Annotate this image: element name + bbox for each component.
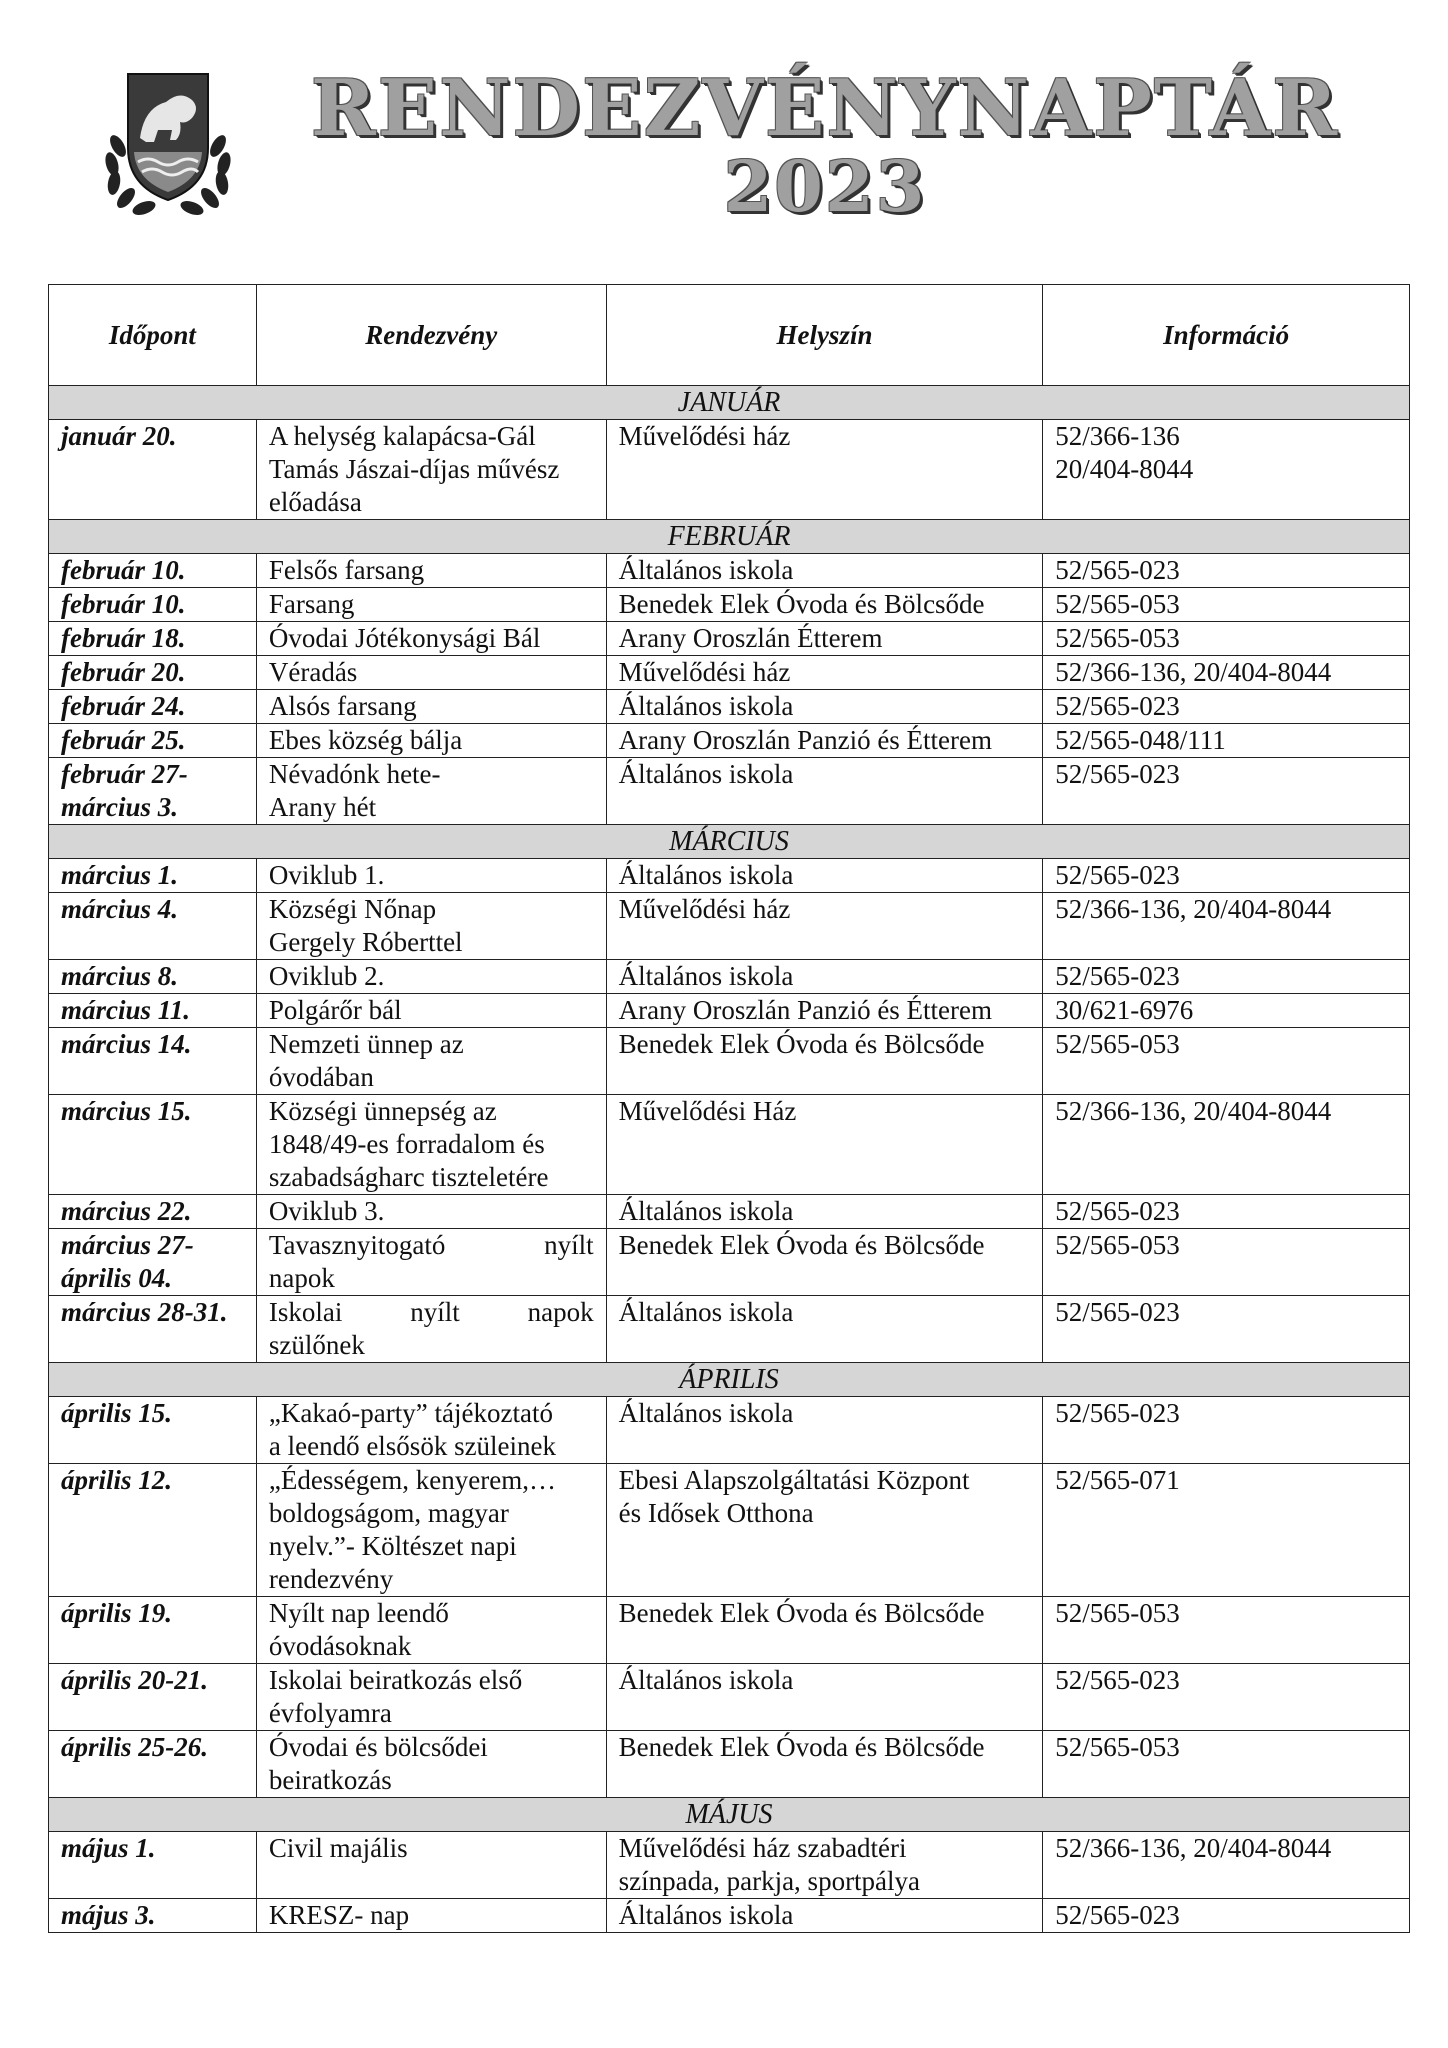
event-info-line: 52/565-071	[1055, 1465, 1180, 1495]
table-row	[49, 1899, 1410, 1933]
event-place	[606, 622, 1043, 656]
month-row	[49, 520, 1410, 554]
event-info-line: 52/366-136	[1055, 421, 1180, 451]
event-name	[256, 758, 606, 825]
event-name-line: Iskolai beiratkozás első	[268, 1665, 523, 1695]
table-row	[49, 588, 1410, 622]
month-heading: FEBRUÁR	[49, 520, 1410, 554]
event-info-line: 52/565-053	[1055, 589, 1180, 619]
event-name	[256, 1028, 606, 1095]
event-name-line: Oviklub 2.	[268, 961, 385, 991]
event-name-line: Arany hét	[268, 792, 377, 822]
event-date-line: február 18.	[61, 623, 186, 653]
event-info	[1043, 724, 1410, 758]
event-date	[49, 1095, 257, 1195]
event-name-line: évfolyamra	[268, 1698, 392, 1728]
event-name-line: előadása	[268, 487, 362, 517]
table-row	[49, 690, 1410, 724]
event-place	[606, 1028, 1043, 1095]
event-name-line: szabadságharc tiszteletére	[268, 1162, 549, 1192]
event-info	[1043, 554, 1410, 588]
event-info-line: 52/366-136, 20/404-8044	[1055, 1096, 1332, 1126]
event-place-line: Általános iskola	[618, 1398, 794, 1428]
event-name	[256, 1899, 606, 1933]
event-info	[1043, 1195, 1410, 1229]
event-name-line: Farsang	[268, 589, 355, 619]
event-place	[606, 1296, 1043, 1363]
table-row	[49, 1397, 1410, 1464]
event-info	[1043, 690, 1410, 724]
event-name-line: nyelv.”- Költészet napi	[268, 1531, 517, 1561]
event-date	[49, 420, 257, 520]
event-date	[49, 893, 257, 960]
event-info-line: 52/565-048/111	[1055, 725, 1226, 755]
event-info-line: 52/565-023	[1055, 1196, 1180, 1226]
event-info-line: 52/565-023	[1055, 1297, 1180, 1327]
event-date-line: április 12.	[61, 1465, 173, 1495]
table-row	[49, 1229, 1410, 1296]
event-date	[49, 1229, 257, 1296]
event-place-line: Általános iskola	[618, 1900, 794, 1930]
event-info-line: 52/565-053	[1055, 1598, 1180, 1628]
event-place-line: Általános iskola	[618, 1665, 794, 1695]
event-date-line: április 19.	[61, 1598, 173, 1628]
event-name-line: Községi ünnepség az	[268, 1096, 497, 1126]
event-date-line: február 10.	[61, 589, 186, 619]
event-date-line: március 27-	[61, 1230, 194, 1260]
event-place-line: Művelődési ház	[618, 657, 791, 687]
event-name	[256, 1095, 606, 1195]
event-name	[256, 1597, 606, 1664]
month-row	[49, 1363, 1410, 1397]
table-body	[49, 386, 1410, 1933]
event-name-line: óvodásoknak	[268, 1631, 412, 1661]
event-date	[49, 994, 257, 1028]
event-name	[256, 622, 606, 656]
table-row	[49, 1195, 1410, 1229]
event-name	[256, 588, 606, 622]
event-info-line: 52/366-136, 20/404-8044	[1055, 1833, 1332, 1863]
event-date	[49, 758, 257, 825]
event-place-line: és Idősek Otthona	[618, 1498, 814, 1528]
month-row	[49, 1798, 1410, 1832]
event-name-line: beiratkozás	[268, 1765, 392, 1795]
event-name-line: „Édességem, kenyerem,…	[268, 1465, 556, 1495]
event-date	[49, 554, 257, 588]
event-date	[49, 1899, 257, 1933]
table-row	[49, 1832, 1410, 1899]
event-place-line: Benedek Elek Óvoda és Bölcsőde	[618, 1732, 985, 1762]
event-info	[1043, 656, 1410, 690]
event-date	[49, 1296, 257, 1363]
event-info-line: 52/565-023	[1055, 691, 1180, 721]
event-name	[256, 1464, 606, 1597]
event-place	[606, 1731, 1043, 1798]
event-name	[256, 420, 606, 520]
event-name	[256, 960, 606, 994]
month-row	[49, 825, 1410, 859]
event-place	[606, 1229, 1043, 1296]
event-info-line: 52/366-136, 20/404-8044	[1055, 657, 1332, 687]
event-date-line: május 3.	[61, 1900, 156, 1930]
event-name-line: Óvodai Jótékonysági Bál	[268, 623, 541, 653]
table-row	[49, 1597, 1410, 1664]
event-place	[606, 893, 1043, 960]
event-date	[49, 690, 257, 724]
event-name-line: Községi Nőnap	[268, 894, 437, 924]
table-row	[49, 420, 1410, 520]
event-name-line: Névadónk hete-	[268, 759, 441, 789]
event-info	[1043, 758, 1410, 825]
event-date-line: március 11.	[61, 995, 191, 1025]
event-name-line: Ebes község bálja	[268, 725, 463, 755]
event-info-line: 52/565-023	[1055, 1665, 1180, 1695]
event-date-line: március 1.	[61, 860, 179, 890]
event-place-line: Benedek Elek Óvoda és Bölcsőde	[618, 589, 985, 619]
event-date	[49, 1028, 257, 1095]
event-date-line: március 14.	[61, 1029, 192, 1059]
event-date	[49, 656, 257, 690]
month-row	[49, 386, 1410, 420]
event-date-line: január 20.	[61, 421, 177, 451]
table-row	[49, 1095, 1410, 1195]
event-date-line: április 20-21.	[61, 1665, 209, 1695]
event-info	[1043, 1597, 1410, 1664]
page-header	[0, 0, 1448, 250]
event-place	[606, 960, 1043, 994]
event-date-line: április 15.	[61, 1398, 173, 1428]
event-date	[49, 1464, 257, 1597]
event-name	[256, 724, 606, 758]
event-place	[606, 656, 1043, 690]
event-info	[1043, 420, 1410, 520]
event-name	[256, 1397, 606, 1464]
event-place-line: Benedek Elek Óvoda és Bölcsőde	[618, 1029, 985, 1059]
event-date-line: március 15.	[61, 1096, 192, 1126]
event-place	[606, 1899, 1043, 1933]
event-name	[256, 1832, 606, 1899]
event-info	[1043, 1464, 1410, 1597]
event-date	[49, 1597, 257, 1664]
table-row	[49, 656, 1410, 690]
event-place-line: Általános iskola	[618, 860, 794, 890]
event-info-line: 52/565-023	[1055, 555, 1180, 585]
event-info	[1043, 1899, 1410, 1933]
event-name-line: „Kakaó-party” tájékoztató	[268, 1398, 553, 1428]
event-info-line: 30/621-6976	[1055, 995, 1194, 1025]
event-date-line: február 24.	[61, 691, 186, 721]
event-name	[256, 1229, 606, 1296]
event-calendar-table	[48, 284, 1410, 1933]
event-place	[606, 859, 1043, 893]
event-place	[606, 1597, 1043, 1664]
event-place-line: Benedek Elek Óvoda és Bölcsőde	[618, 1230, 985, 1260]
event-date-line: március 28-31.	[61, 1297, 228, 1327]
event-info-line: 52/565-023	[1055, 1900, 1180, 1930]
event-name	[256, 656, 606, 690]
table-row	[49, 859, 1410, 893]
event-info	[1043, 859, 1410, 893]
column-header-date: Időpont	[49, 285, 257, 386]
event-info	[1043, 1028, 1410, 1095]
table-row	[49, 1028, 1410, 1095]
event-place-line: Arany Oroszlán Panzió és Étterem	[618, 995, 993, 1025]
event-name-line: óvodában	[268, 1062, 374, 1092]
table-row	[49, 1464, 1410, 1597]
event-place-line: Benedek Elek Óvoda és Bölcsőde	[618, 1598, 985, 1628]
event-place	[606, 1195, 1043, 1229]
event-info	[1043, 1664, 1410, 1731]
event-info-line: 52/565-023	[1055, 759, 1180, 789]
event-name	[256, 1664, 606, 1731]
event-info	[1043, 622, 1410, 656]
event-date	[49, 588, 257, 622]
event-info	[1043, 1095, 1410, 1195]
event-date-line: május 1.	[61, 1833, 156, 1863]
event-place-line: Művelődési ház	[618, 894, 791, 924]
event-place-line: Művelődési ház	[618, 421, 791, 451]
event-name	[256, 554, 606, 588]
month-heading: ÁPRILIS	[49, 1363, 1410, 1397]
event-place	[606, 994, 1043, 1028]
table-header-row	[49, 285, 1410, 386]
event-name-line: Iskolai nyílt napok	[268, 1297, 594, 1327]
event-place-line: Általános iskola	[618, 961, 794, 991]
event-place	[606, 690, 1043, 724]
event-place	[606, 1095, 1043, 1195]
table-row	[49, 960, 1410, 994]
event-name-line: Nemzeti ünnep az	[268, 1029, 464, 1059]
event-info	[1043, 1229, 1410, 1296]
event-date-line: február 10.	[61, 555, 186, 585]
event-place	[606, 1464, 1043, 1597]
event-info-line: 20/404-8044	[1055, 454, 1194, 484]
event-name-line: Gergely Róberttel	[268, 927, 463, 957]
event-place-line: Általános iskola	[618, 555, 794, 585]
column-header-info: Információ	[1043, 285, 1410, 386]
event-date	[49, 859, 257, 893]
event-info	[1043, 960, 1410, 994]
month-heading: JANUÁR	[49, 386, 1410, 420]
event-name	[256, 1195, 606, 1229]
event-place-line: Művelődési Ház	[618, 1096, 797, 1126]
event-info-line: 52/565-053	[1055, 1230, 1180, 1260]
column-header-place: Helyszín	[606, 285, 1043, 386]
event-date-line: március 3.	[61, 792, 179, 822]
event-info-line: 52/565-053	[1055, 1029, 1180, 1059]
event-date-line: február 20.	[61, 657, 186, 687]
event-info-line: 52/565-053	[1055, 1732, 1180, 1762]
event-place	[606, 420, 1043, 520]
event-place-line: Ebesi Alapszolgáltatási Központ	[618, 1465, 970, 1495]
table-row	[49, 1296, 1410, 1363]
event-place	[606, 1397, 1043, 1464]
month-heading: MÁRCIUS	[49, 825, 1410, 859]
table-row	[49, 758, 1410, 825]
event-name-line: Véradás	[268, 657, 358, 687]
event-name-line: boldogságom, magyar	[268, 1498, 509, 1528]
table-row	[49, 724, 1410, 758]
event-name-line: Óvodai és bölcsődei	[268, 1732, 488, 1762]
event-place-line: Általános iskola	[618, 759, 794, 789]
event-place-line: Arany Oroszlán Étterem	[618, 623, 883, 653]
event-info	[1043, 1832, 1410, 1899]
month-heading: MÁJUS	[49, 1798, 1410, 1832]
event-date-line: március 8.	[61, 961, 179, 991]
event-info	[1043, 1731, 1410, 1798]
event-place	[606, 1832, 1043, 1899]
event-date	[49, 724, 257, 758]
event-name	[256, 893, 606, 960]
event-place-line: Arany Oroszlán Panzió és Étterem	[618, 725, 993, 755]
table-row	[49, 1731, 1410, 1798]
event-name-line: Oviklub 3.	[268, 1196, 385, 1226]
event-date	[49, 1731, 257, 1798]
event-name-line: Polgárőr bál	[268, 995, 402, 1025]
event-place-line: Általános iskola	[618, 691, 794, 721]
event-date-line: február 25.	[61, 725, 186, 755]
table-row	[49, 994, 1410, 1028]
event-place	[606, 554, 1043, 588]
column-header-event: Rendezvény	[256, 285, 606, 386]
event-place	[606, 588, 1043, 622]
event-date	[49, 1832, 257, 1899]
event-name-line: KRESZ- nap	[268, 1900, 410, 1930]
event-date	[49, 1664, 257, 1731]
event-info-line: 52/565-023	[1055, 860, 1180, 890]
page-year: 2023	[723, 145, 927, 228]
event-date-line: április 25-26.	[61, 1732, 209, 1762]
event-name-line: Tavasznyitogató nyílt	[268, 1230, 594, 1260]
event-info-line: 52/565-023	[1055, 961, 1180, 991]
event-name	[256, 994, 606, 1028]
event-name	[256, 690, 606, 724]
event-place	[606, 758, 1043, 825]
table-row	[49, 554, 1410, 588]
event-info	[1043, 994, 1410, 1028]
event-name-line: A helység kalapácsa-Gál	[268, 421, 536, 451]
event-place	[606, 1664, 1043, 1731]
page-title: RENDEZVÉNYNAPTÁR	[310, 63, 1340, 154]
event-info-line: 52/565-023	[1055, 1398, 1180, 1428]
event-name-line: napok	[268, 1263, 335, 1293]
event-date-line: február 27-	[61, 759, 188, 789]
event-name-line: 1848/49-es forradalom és	[268, 1129, 545, 1159]
event-date	[49, 1195, 257, 1229]
event-place-line: Általános iskola	[618, 1196, 794, 1226]
event-place-line: színpada, parkja, sportpálya	[618, 1866, 921, 1896]
event-date	[49, 960, 257, 994]
event-name	[256, 1731, 606, 1798]
event-date-line: március 22.	[61, 1196, 192, 1226]
event-info	[1043, 1397, 1410, 1464]
event-name-line: Tamás Jászai-díjas művész	[268, 454, 560, 484]
event-name-line: Felsős farsang	[268, 555, 425, 585]
event-place-line: Általános iskola	[618, 1297, 794, 1327]
table-row	[49, 1664, 1410, 1731]
event-info	[1043, 1296, 1410, 1363]
event-name-line: rendezvény	[268, 1564, 394, 1594]
event-info-line: 52/565-053	[1055, 623, 1180, 653]
event-name-line: szülőnek	[268, 1330, 365, 1360]
event-place-line: Művelődési ház szabadtéri	[618, 1833, 907, 1863]
event-date	[49, 622, 257, 656]
event-info	[1043, 893, 1410, 960]
event-date	[49, 1397, 257, 1464]
event-name-line: Alsós farsang	[268, 691, 417, 721]
event-name-line: Civil majális	[268, 1833, 408, 1863]
coat-of-arms-icon	[88, 68, 248, 216]
event-name	[256, 1296, 606, 1363]
event-date-line: április 04.	[61, 1263, 173, 1293]
table-row	[49, 622, 1410, 656]
event-info-line: 52/366-136, 20/404-8044	[1055, 894, 1332, 924]
table-row	[49, 893, 1410, 960]
event-name	[256, 859, 606, 893]
event-place	[606, 724, 1043, 758]
event-name-line: Nyílt nap leendő	[268, 1598, 449, 1628]
event-name-line: Oviklub 1.	[268, 860, 385, 890]
event-date-line: március 4.	[61, 894, 179, 924]
event-name-line: a leendő elsősök szüleinek	[268, 1431, 557, 1461]
event-info	[1043, 588, 1410, 622]
